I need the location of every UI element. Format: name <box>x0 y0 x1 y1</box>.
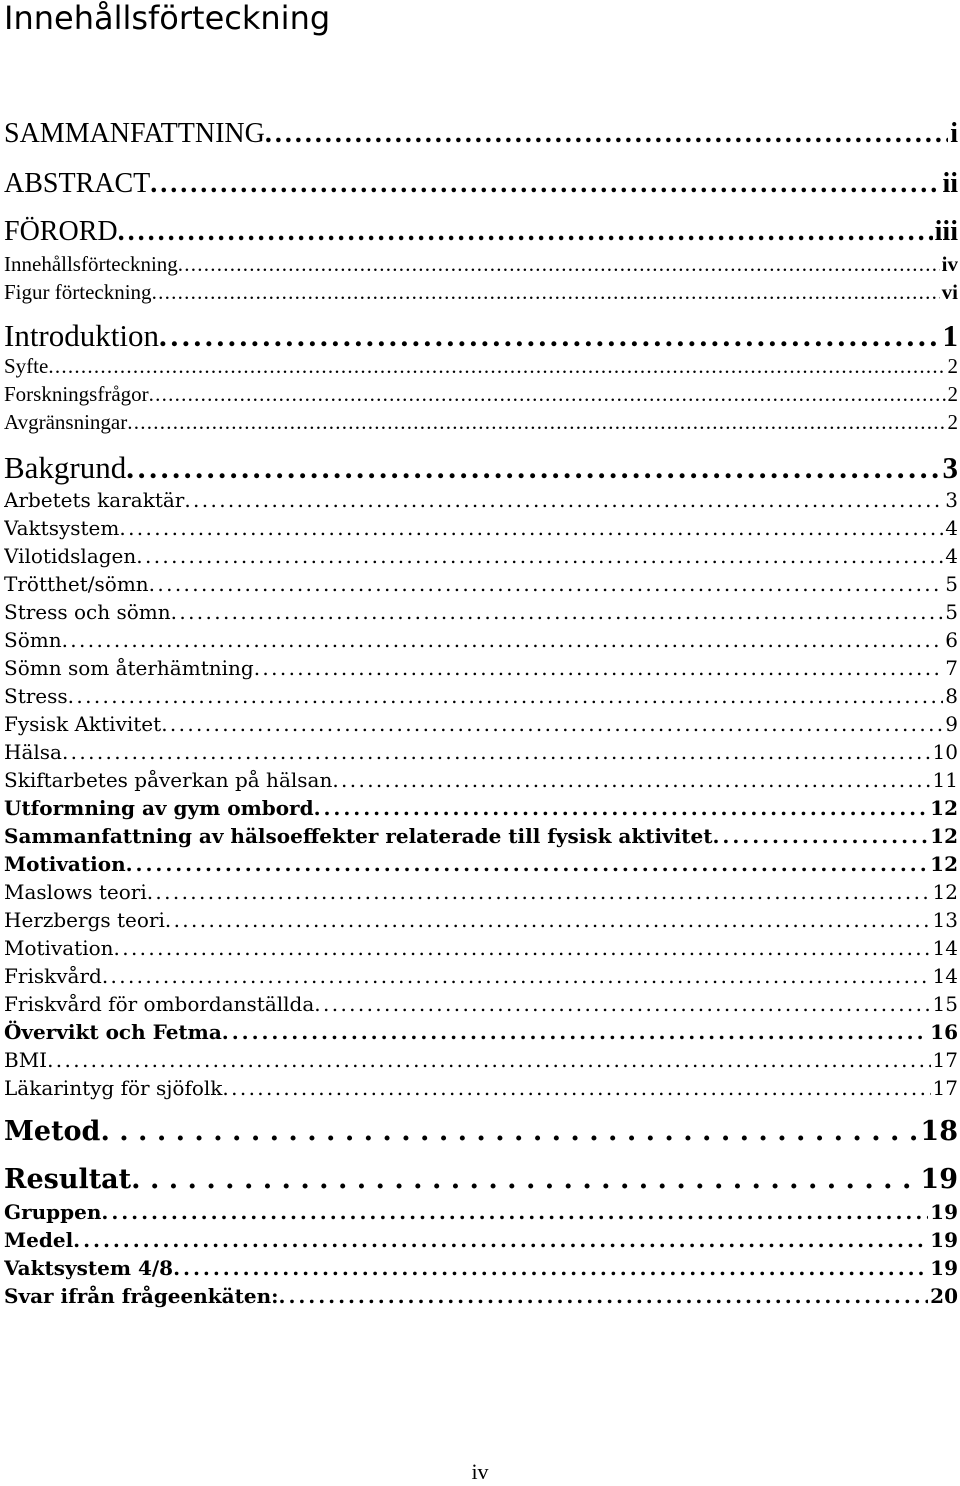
toc-entry-vaktsystem-4-8[interactable] <box>4 1254 958 1282</box>
toc-label: Figur förteckning <box>4 280 152 304</box>
toc-label: Friskvård <box>4 964 102 988</box>
toc-page: 12 <box>930 824 958 848</box>
toc-page: iii <box>934 216 958 247</box>
toc-leader <box>314 990 930 1018</box>
page-title: Innehållsförteckning <box>4 0 331 37</box>
toc-leader <box>118 214 933 250</box>
toc-entry-stress[interactable] <box>4 682 958 710</box>
toc-entry-halsa[interactable] <box>4 738 958 766</box>
toc-entry-abstract[interactable] <box>4 166 958 202</box>
toc-leader <box>279 1282 929 1310</box>
toc-leader <box>68 682 944 710</box>
toc-label: Läkarintyg för sjöfolk <box>4 1076 223 1100</box>
toc-page: 2 <box>947 354 958 378</box>
toc-page: 3 <box>942 450 958 485</box>
toc-leader <box>127 408 945 436</box>
toc-page: 6 <box>945 628 958 652</box>
toc-leader <box>47 1046 930 1074</box>
toc-page: 5 <box>945 600 958 624</box>
toc-entry-bakgrund[interactable] <box>4 448 958 488</box>
toc-label: Metod <box>4 1116 101 1147</box>
toc-page: 2 <box>947 382 958 406</box>
toc-label: ABSTRACT <box>4 168 151 199</box>
toc-label: Maslows teori <box>4 880 147 904</box>
toc-label: Svar ifrån frågeenkäten: <box>4 1284 279 1308</box>
toc-page: 16 <box>930 1020 958 1044</box>
toc-leader <box>102 962 931 990</box>
toc-label: Friskvård för ombordanställda <box>4 992 315 1016</box>
toc-leader <box>161 710 943 738</box>
toc-entry-innehallsforteckning[interactable] <box>4 250 958 278</box>
toc-label: Vaktsystem 4/8 <box>4 1256 174 1280</box>
toc-label: Motivation <box>4 852 126 876</box>
toc-leader <box>62 626 944 654</box>
toc-label: Motivation <box>4 936 114 960</box>
toc-leader <box>222 1018 928 1046</box>
toc-entry-sammanfattning-halsoeffekter[interactable] <box>4 822 958 850</box>
toc-leader <box>152 278 940 306</box>
toc-entry-introduktion[interactable] <box>4 316 958 356</box>
toc-entry-gruppen[interactable] <box>4 1198 958 1226</box>
toc-page: i <box>950 118 958 149</box>
toc-label: Stress <box>4 684 68 708</box>
toc-entry-herzbergs-teori[interactable] <box>4 906 958 934</box>
toc-entry-forskningsfragor[interactable] <box>4 380 958 408</box>
toc-entry-sammanfattning[interactable] <box>4 116 958 152</box>
toc-entry-motivation-2[interactable] <box>4 934 958 962</box>
toc-label: Hälsa <box>4 740 62 764</box>
toc-page: 15 <box>932 992 958 1016</box>
toc-leader <box>150 166 940 202</box>
toc-entry-friskvard[interactable] <box>4 962 958 990</box>
toc-page: 14 <box>932 964 958 988</box>
toc-entry-skiftarbetes-paverkan[interactable] <box>4 766 958 794</box>
toc-entry-svar-fragenkaten[interactable] <box>4 1282 958 1310</box>
toc-page: 19 <box>930 1256 958 1280</box>
toc-leader <box>126 850 929 878</box>
toc-label: Vilotidslagen <box>4 544 137 568</box>
toc-label: SAMMANFATTNING <box>4 118 265 149</box>
toc-leader <box>178 250 940 278</box>
toc-page: 4 <box>945 516 958 540</box>
toc-label: Trötthet/sömn <box>4 572 149 596</box>
toc-entry-overvikt-och-fetma[interactable] <box>4 1018 958 1046</box>
toc-page: 1 <box>942 318 958 353</box>
toc-page: 11 <box>932 768 958 792</box>
toc-entry-vaktsystem[interactable] <box>4 514 958 542</box>
toc-page: 14 <box>932 936 958 960</box>
toc-leader <box>254 654 944 682</box>
toc-leader <box>119 514 943 542</box>
toc-leader <box>184 486 943 514</box>
toc-leader <box>149 380 946 408</box>
toc-page: 18 <box>920 1116 958 1147</box>
toc-entry-trotthet-somn[interactable] <box>4 570 958 598</box>
toc-leader <box>149 570 944 598</box>
toc-leader <box>165 906 931 934</box>
toc-leader <box>62 738 931 766</box>
toc-entry-syfte[interactable] <box>4 352 958 380</box>
toc-page: 20 <box>930 1284 958 1308</box>
toc-page: 7 <box>945 656 958 680</box>
toc-entry-resultat[interactable] <box>4 1162 958 1198</box>
toc-entry-utformning-av-gym[interactable] <box>4 794 958 822</box>
toc-entry-lakarintyg[interactable] <box>4 1074 958 1102</box>
toc-label: Medel <box>4 1228 74 1252</box>
toc-label: Arbetets karaktär <box>4 488 185 512</box>
toc-entry-medel[interactable] <box>4 1226 958 1254</box>
toc-entry-metod[interactable] <box>4 1114 958 1150</box>
toc-entry-motivation[interactable] <box>4 850 958 878</box>
toc-label: Sammanfattning av hälsoeffekter relaterade till fysisk aktivitet <box>4 824 713 848</box>
toc-page: 5 <box>945 572 958 596</box>
toc-leader <box>314 794 929 822</box>
toc-leader <box>147 878 931 906</box>
toc-page: 19 <box>920 1164 958 1195</box>
toc-label: Sömn som återhämtning <box>4 656 254 680</box>
toc-entry-figur-forteckning[interactable] <box>4 278 958 306</box>
toc-page: 10 <box>932 740 958 764</box>
toc-entry-forord[interactable] <box>4 214 958 250</box>
toc-page: 17 <box>932 1048 958 1072</box>
page-number: iv <box>471 1459 489 1484</box>
toc-entry-somn-som-aterhamtning[interactable] <box>4 654 958 682</box>
toc-entry-bmi[interactable] <box>4 1046 958 1074</box>
toc-entry-stress-och-somn[interactable] <box>4 598 958 626</box>
toc-label: Gruppen <box>4 1200 102 1224</box>
toc-entry-somn[interactable] <box>4 626 958 654</box>
toc-leader <box>114 934 931 962</box>
toc-entry-maslows-teori[interactable] <box>4 878 958 906</box>
toc-page: 13 <box>932 908 958 932</box>
toc-label: Resultat <box>4 1164 132 1195</box>
toc-page: 12 <box>930 852 958 876</box>
toc-label: Skiftarbetes påverkan på hälsan <box>4 768 333 792</box>
toc-leader <box>126 448 940 488</box>
toc-label: Syfte <box>4 354 49 378</box>
toc-leader <box>171 598 944 626</box>
toc-label: Sömn <box>4 628 62 652</box>
toc-leader <box>100 1114 918 1150</box>
toc-label: Stress och sömn <box>4 600 171 624</box>
toc-page: 9 <box>945 712 958 736</box>
toc-entry-arbetets-karaktar[interactable] <box>4 486 958 514</box>
toc-page: 3 <box>945 488 958 512</box>
toc-label: FÖRORD <box>4 216 118 247</box>
toc-label: Avgränsningar <box>4 410 128 434</box>
toc-leader <box>173 1254 928 1282</box>
toc-leader <box>159 316 941 356</box>
toc-page: 4 <box>945 544 958 568</box>
toc-entry-avgransningar[interactable] <box>4 408 958 436</box>
toc-leader <box>265 116 948 152</box>
toc-label: Övervikt och Fetma <box>4 1020 222 1044</box>
toc-label: Bakgrund <box>4 450 127 485</box>
toc-leader <box>131 1162 918 1198</box>
toc-leader <box>222 1074 930 1102</box>
toc-entry-fysisk-aktivitet[interactable] <box>4 710 958 738</box>
toc-leader <box>713 822 929 850</box>
toc-page: ii <box>942 168 958 199</box>
toc-page: 12 <box>932 880 958 904</box>
toc-leader <box>48 352 945 380</box>
toc-leader <box>101 1198 928 1226</box>
toc-page: 17 <box>932 1076 958 1100</box>
toc-label: Introduktion <box>4 318 159 353</box>
toc-label: Innehållsförteckning <box>4 252 178 276</box>
toc-page: 12 <box>930 796 958 820</box>
toc-page: vi <box>941 280 958 304</box>
toc-page: 2 <box>947 410 958 434</box>
toc-page: 19 <box>930 1228 958 1252</box>
toc-label: Forskningsfrågor <box>4 382 149 406</box>
toc-leader <box>136 542 943 570</box>
toc-label: Vaktsystem <box>4 516 120 540</box>
toc-entry-vilotidslagen[interactable] <box>4 542 958 570</box>
toc-label: Herzbergs teori <box>4 908 165 932</box>
toc-leader <box>73 1226 928 1254</box>
toc-label: Utformning av gym ombord <box>4 796 314 820</box>
toc-label: BMI <box>4 1048 48 1072</box>
toc-page: 8 <box>945 684 958 708</box>
toc-entry-friskvard-ombord[interactable] <box>4 990 958 1018</box>
toc-page: iv <box>941 252 958 276</box>
toc-page: 19 <box>930 1200 958 1224</box>
toc-leader <box>332 766 930 794</box>
toc-label: Fysisk Aktivitet <box>4 712 162 736</box>
